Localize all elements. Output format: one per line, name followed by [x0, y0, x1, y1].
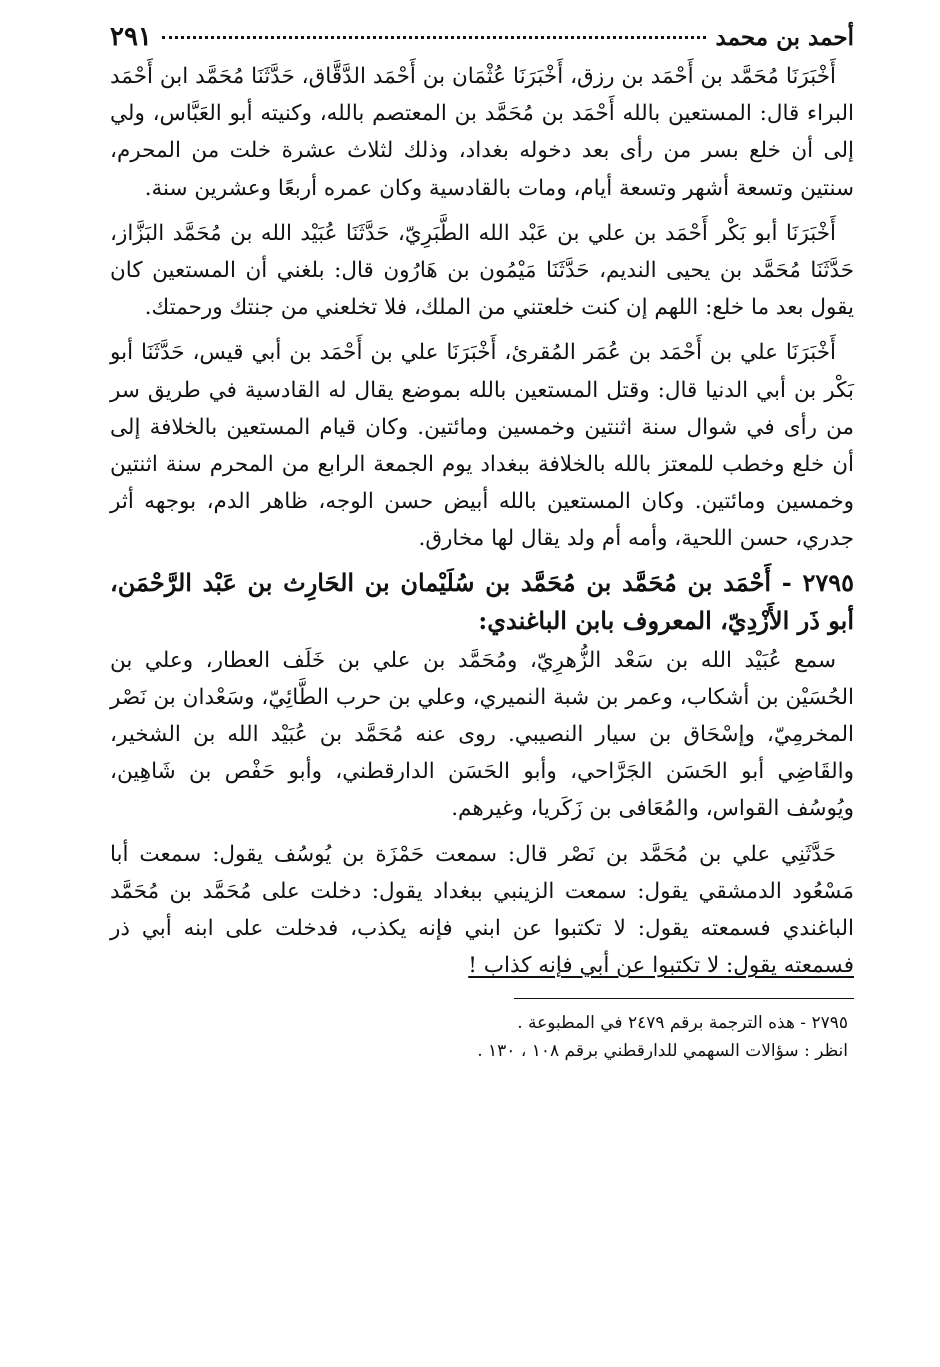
underlined-quote: فسمعته يقول: لا تكتبوا عن أبي فإنه كذاب ! [468, 953, 854, 979]
entry-heading: ٢٧٩٥ - أَحْمَد بن مُحَمَّد بن مُحَمَّد بن سُلَيْمان بن الحَارِث بن عَبْد الرَّحْمَن، أبو ذَر الأَزْدِيّ، المعروف بابن الباغندي: [110, 567, 854, 635]
paragraph: أَخْبَرَنَا أبو بَكْر أَحْمَد بن علي بن عَبْد الله الطَّبَرِيّ، حَدَّثَنَا عُبَيْد الله بن مُحَمَّد البَزَّاز، حَدَّثَنَا مُحَمَّد بن يحيى النديم، حَدَّثَنَا مَيْمُون بن هَارُون قال: بلغني أن المستعين كان يقول بعد ما خلع: اللهم إن كنت خلعتني من الملك، فلا تخلعني من جنتك ورحمتك. [110, 220, 854, 321]
paragraph: أَخْبَرَنَا علي بن أَحْمَد بن عُمَر المُقرئ، أَخْبَرَنَا علي بن أَحْمَد بن أبي قيس، حَدَّثَنَا أبو بَكْر بن أبي الدنيا قال: وقتل المستعين بالله بموضع يقال له القادسية في طريق سر من رأى في شوال سنة اثنتين وخمسين ومائتين. وكان قيام المستعين بالخلافة إلى أن خلع وخطب للمعتز بالله بالخلافة ببغداد يوم الجمعة الرابع من المحرم سنة اثنتين وخمسين ومائتين. وكان المستعين بالله أبيض حسن الوجه، ظاهر الدم، بوجهه أثر جدري، حسن اللحية، وأمه أم ولد يقال لها مخارق. [110, 340, 854, 552]
header-leader-dots [162, 36, 706, 39]
paragraph: سمع عُبَيْد الله بن سَعْد الزُّهرِيّ، ومُحَمَّد بن علي بن خَلَف العطار، وعلي بن الحُسَيْن بن أشكاب، وعمر بن شبة النميري، وعلي بن حرب الطَّائِيّ، وسَعْدان بن نَصْر المخرمِيّ، وإسْحَاق بن سيار النصيبي. روى عنه مُحَمَّد بن عُبَيْد الله بن الشخير، والقَاضِي أبو الحَسَن الجَرَّاحي، وأبو الحَسَن الدارقطني، وأبو حَفْص بن شَاهِين، ويُوسُف القواس، والمُعَافى بن زَكَريا، وغيرهم. [110, 647, 854, 822]
main-text [110, 58, 854, 984]
footnote-separator [514, 998, 854, 999]
paragraph-text: حَدَّثَنِي علي بن مُحَمَّد بن نَصْر قال: سمعت حَمْزَة بن يُوسُف يقول: سمعت أبا مَسْعُود الدمشقي يقول: سمعت الزينبي ببغداد يقول: دخلت على مُحَمَّد بن مُحَمَّد الباغندي فسمعته يقول: لا تكتبوا عن ابني فإنه يكذب، فدخلت على ابنه أبي ذر [110, 841, 854, 942]
page-header [110, 22, 854, 58]
footnote: ٢٧٩٥ - هذه الترجمة برقم ٢٤٧٩ في المطبوعة . [517, 1013, 848, 1034]
footnotes [110, 1009, 854, 1065]
running-title: أحمد بن محمد [715, 24, 854, 51]
footnote: انظر : سؤالات السهمي للدارقطني برقم ١٠٨ ، ١٣٠ . [477, 1041, 848, 1062]
page-number: ٢٩١ [110, 22, 152, 52]
paragraph: أَخْبَرَنَا مُحَمَّد بن أَحْمَد بن رزق، أَخْبَرَنَا عُثْمَان بن أَحْمَد الدَّقَّاق، حَدَّثَنَا مُحَمَّد ابن أَحْمَد البراء قال: المستعين بالله أَحْمَد بن مُحَمَّد بن المعتصم بالله، وكنيته أبو العَبَّاس، ولي إلى أن خلع بسر من رأى بعد دخوله بغداد، وذلك لثلاث عشرة خلت من المحرم، سنتين وتسعة أشهر وتسعة أيام، ومات بالقادسية وكان عمره أربعًا وعشرين سنة. [110, 64, 854, 201]
paragraph [110, 836, 854, 985]
